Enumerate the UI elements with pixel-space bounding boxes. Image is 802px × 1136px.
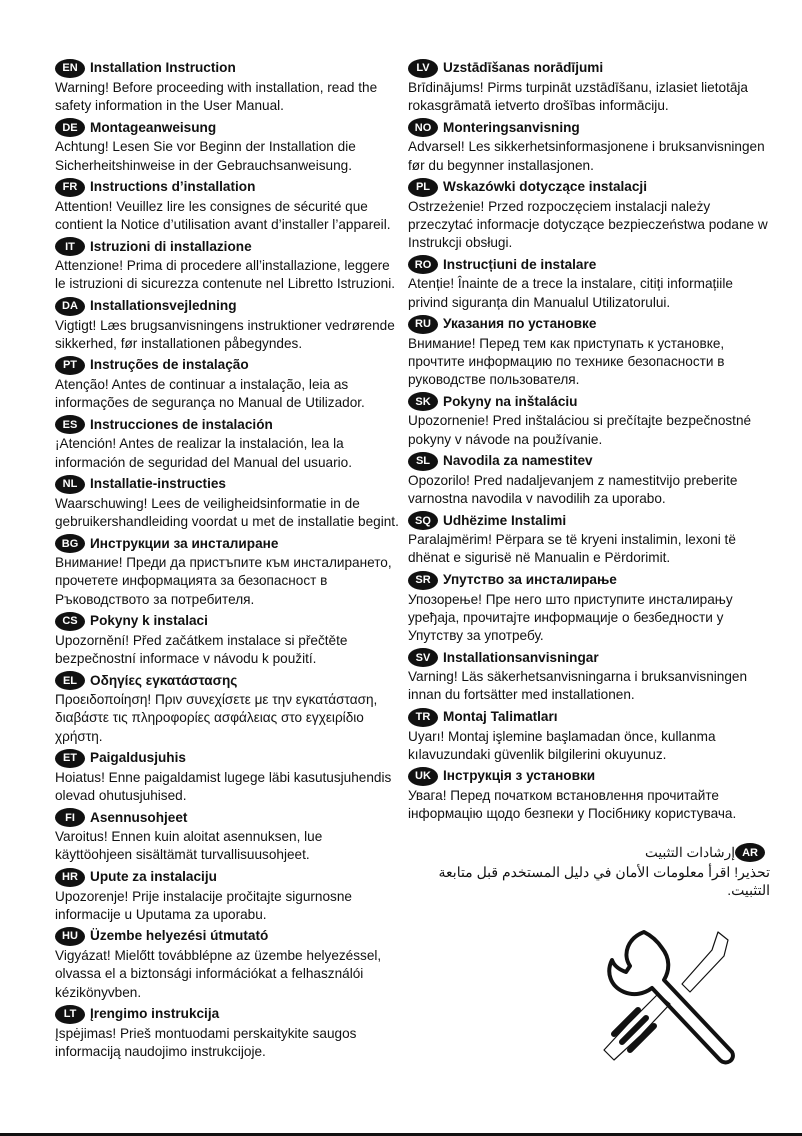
section-title: Pokyny na inštaláciu bbox=[443, 393, 578, 409]
section-sv bbox=[408, 647, 768, 704]
section-title: Monteringsanvisning bbox=[443, 119, 580, 135]
language-badge: ES bbox=[55, 415, 85, 434]
section-text: Attention! Veuillez lire les consignes de sécurité que contient la Notice d’utilisation avant d’installer l’appareil. bbox=[55, 198, 391, 233]
section-title: Installation Instruction bbox=[90, 60, 236, 76]
language-badge: DE bbox=[55, 118, 85, 137]
section-text: Opozorilo! Pred nadaljevanjem z namestitvijo preberite varnostna navodila v navodilih za uporabo. bbox=[408, 472, 738, 507]
section-lv bbox=[408, 58, 768, 115]
language-badge: SR bbox=[408, 571, 438, 590]
left-column bbox=[55, 58, 400, 1063]
section-text: Внимание! Перед тем как приступать к установке, прочтите информацию по технике безопасности в руководстве пользователя. bbox=[408, 335, 725, 388]
language-badge: HU bbox=[55, 927, 85, 946]
section-ru bbox=[408, 314, 768, 390]
section-nl bbox=[55, 474, 400, 531]
section-text: Vigyázat! Mielőtt továbblépne az üzembe helyezéssel, olvassa el a biztonsági információkat a felhasználói kézikönyvben. bbox=[55, 948, 382, 1000]
section-title: Navodila za namestitev bbox=[443, 453, 593, 469]
language-badge: NO bbox=[408, 118, 438, 137]
language-badge: RU bbox=[408, 315, 438, 334]
section-text: Achtung! Lesen Sie vor Beginn der Installation die Sicherheitshinweise in der Gebrauchsanweisung. bbox=[55, 139, 356, 173]
section-title: Instrucțiuni de instalare bbox=[443, 256, 597, 272]
section-tr bbox=[408, 707, 768, 764]
section-title: Upute za instalaciju bbox=[90, 869, 217, 885]
section-title: Οδηγίες εγκατάστασης bbox=[90, 672, 238, 688]
section-es bbox=[55, 414, 400, 471]
section-da bbox=[55, 296, 400, 353]
language-badge: EN bbox=[55, 59, 85, 78]
section-title: Installationsanvisningar bbox=[443, 649, 599, 665]
language-badge: PT bbox=[55, 356, 85, 375]
section-text: Warning! Before proceeding with installation, read the safety information in the User Manual. bbox=[55, 80, 378, 114]
language-badge: ET bbox=[55, 749, 85, 768]
section-text: Varoitus! Ennen kuin aloitat asennuksen, lue käyttöohjeen sisältämät turvallisuusohjeet. bbox=[55, 829, 323, 863]
section-text: Hoiatus! Enne paigaldamist lugege läbi kasutusjuhendis olevad ohutusjuhised. bbox=[55, 769, 392, 804]
language-badge: UK bbox=[408, 767, 438, 786]
section-text: Upozornenie! Pred inštaláciou si prečítajte bezpečnostné pokyny v návode na používanie. bbox=[408, 413, 752, 447]
language-badge: FI bbox=[55, 808, 85, 827]
section-title: Asennusohjeet bbox=[90, 809, 188, 825]
language-badge: BG bbox=[55, 534, 85, 553]
section-title: Упутство за инсталирање bbox=[443, 572, 617, 588]
section-hu bbox=[55, 926, 400, 1002]
right-column bbox=[408, 58, 768, 825]
language-badge: NL bbox=[55, 475, 85, 494]
section-title: Üzembe helyezési útmutató bbox=[90, 928, 269, 944]
section-title: Installationsvejledning bbox=[90, 298, 237, 314]
section-text: Внимание! Преди да пристъпите към инсталирането, прочетете информацията за безопасност в Ръководството за потребителя. bbox=[55, 555, 392, 607]
section-it bbox=[55, 236, 400, 293]
section-text: Varning! Läs säkerhetsanvisningarna i bruksanvisningen innan du fortsätter med installationen. bbox=[408, 669, 748, 703]
section-bg bbox=[55, 533, 400, 609]
section-text: Attenzione! Prima di procedere all’installazione, leggere le istruzioni di sicurezza contenute nel Libretto Istruzioni. bbox=[55, 258, 396, 292]
section-title: Инструкции за инсталиране bbox=[90, 535, 279, 551]
language-badge: PL bbox=[408, 178, 438, 197]
language-badge: DA bbox=[55, 297, 85, 316]
section-text: Waarschuwing! Lees de veiligheidsinformatie in de gebruikershandleiding voordat u met de installatie begint. bbox=[55, 495, 399, 530]
section-text: Paralajmërim! Përpara se të kryeni instalimin, lexoni të dhënat e sigurisë në Manualin e Përdorimit. bbox=[408, 532, 736, 566]
section-text: Προειδοποίηση! Πριν συνεχίσετε με την εγκατάσταση, διαβάστε τις πληροφορίες ασφάλειας στο εγχειρίδιο χρήστη. bbox=[55, 692, 378, 744]
section-de bbox=[55, 117, 400, 174]
section-text: Atenção! Antes de continuar a instalação, leia as informações de segurança no Manual de Utilizador. bbox=[55, 377, 365, 411]
section-fi bbox=[55, 807, 400, 864]
section-title: Instructions d’installation bbox=[90, 179, 256, 195]
language-badge: SQ bbox=[408, 511, 438, 530]
language-badge: RO bbox=[408, 255, 438, 274]
section-text: تحذير! اقرأ معلومات الأمان في دليل المستخدم قبل متابعة التثبيت. bbox=[438, 864, 770, 898]
section-cs bbox=[55, 611, 400, 668]
section-title: Wskazówki dotyczące instalacji bbox=[443, 179, 647, 195]
section-title: Istruzioni di installazione bbox=[90, 238, 252, 254]
section-text: Uyarı! Montaj işlemine başlamadan önce, kullanma kılavuzundaki güvenlik bilgilerini okuyunuz. bbox=[408, 728, 716, 762]
section-text: Ostrzeżenie! Przed rozpoczęciem instalacji należy przeczytać informacje dotyczące bezpieczeństwa podane w Instrukcji obsługi. bbox=[408, 198, 768, 251]
section-title: Montaj Talimatları bbox=[443, 709, 558, 725]
section-text: Advarsel! Les sikkerhetsinformasjonene i bruksanvisningen før du begynner installasjonen. bbox=[408, 139, 765, 173]
section-title: Указания по установке bbox=[443, 316, 597, 332]
section-title: Udhëzime Instalimi bbox=[443, 512, 567, 528]
section-text: Brīdinājums! Pirms turpināt uzstādīšanu, izlasiet lietotāja rokasgrāmatā ietverto drošības informāciju. bbox=[408, 80, 748, 114]
section-sl bbox=[408, 451, 768, 508]
section-title: Paigaldusjuhis bbox=[90, 750, 186, 766]
section-text: Upozorenje! Prije instalacije pročitajte sigurnosne informacije u Uputama za uporabu. bbox=[55, 888, 352, 922]
section-fr bbox=[55, 177, 400, 234]
section-text: Įspėjimas! Prieš montuodami perskaitykite saugos informaciją naudojimo instrukcijoje. bbox=[55, 1025, 357, 1059]
language-badge: SL bbox=[408, 452, 438, 471]
section-no bbox=[408, 117, 768, 174]
section-hr bbox=[55, 867, 400, 924]
language-badge: FR bbox=[55, 178, 85, 197]
section-title: Įrengimo instrukcija bbox=[90, 1006, 220, 1022]
section-text: Упозорење! Пре него што приступите инсталирању уређаја, прочитајте информације о безбедности у Упутству за употребу. bbox=[408, 591, 733, 644]
language-badge: LV bbox=[408, 59, 438, 78]
section-title: إرشادات التثبيت bbox=[645, 844, 735, 860]
section-text: Vigtigt! Læs brugsanvisningens instruktioner vedrørende sikkerhed, før installationen påbegyndes. bbox=[55, 317, 395, 351]
section-et bbox=[55, 748, 400, 805]
section-title: Instrucciones de instalación bbox=[90, 416, 273, 432]
section-text: Atenție! Înainte de a trece la instalare, citiți informațiile privind siguranța din Manualul Utilizatorului. bbox=[408, 276, 733, 310]
section-en bbox=[55, 58, 400, 115]
section-title: Instruções de instalação bbox=[90, 357, 249, 373]
section-title: Installatie-instructies bbox=[90, 476, 226, 492]
section-title: Pokyny k instalaci bbox=[90, 613, 208, 629]
section-sq bbox=[408, 510, 768, 567]
language-badge: IT bbox=[55, 237, 85, 256]
section-pl bbox=[408, 177, 768, 253]
section-text: Увага! Перед початком встановлення прочитайте інформацію щодо безпеки у Посібнику користувача. bbox=[408, 788, 737, 822]
section-lt bbox=[55, 1004, 400, 1061]
section-title: Інструкція з установки bbox=[443, 768, 596, 784]
section-pt bbox=[55, 355, 400, 412]
section-uk bbox=[408, 766, 768, 823]
language-badge: EL bbox=[55, 671, 85, 690]
language-badge: AR bbox=[735, 843, 765, 862]
wrench-screwdriver-icon bbox=[600, 920, 750, 1070]
section-text: Upozornění! Před začátkem instalace si přečtěte bezpečnostní informace v návodu k použití. bbox=[55, 632, 348, 667]
language-badge: TR bbox=[408, 708, 438, 727]
section-ar bbox=[420, 842, 770, 899]
section-ro bbox=[408, 254, 768, 311]
language-badge: SV bbox=[408, 648, 438, 667]
language-badge: SK bbox=[408, 392, 438, 411]
section-el bbox=[55, 670, 400, 746]
section-title: Montageanweisung bbox=[90, 119, 217, 135]
section-sk bbox=[408, 391, 768, 448]
language-badge: CS bbox=[55, 612, 85, 631]
language-badge: LT bbox=[55, 1005, 85, 1024]
language-badge: HR bbox=[55, 868, 85, 887]
section-sr bbox=[408, 570, 768, 646]
section-text: ¡Atención! Antes de realizar la instalación, lea la información de seguridad del Manual del usuario. bbox=[55, 436, 352, 470]
section-title: Uzstādīšanas norādījumi bbox=[443, 60, 604, 76]
